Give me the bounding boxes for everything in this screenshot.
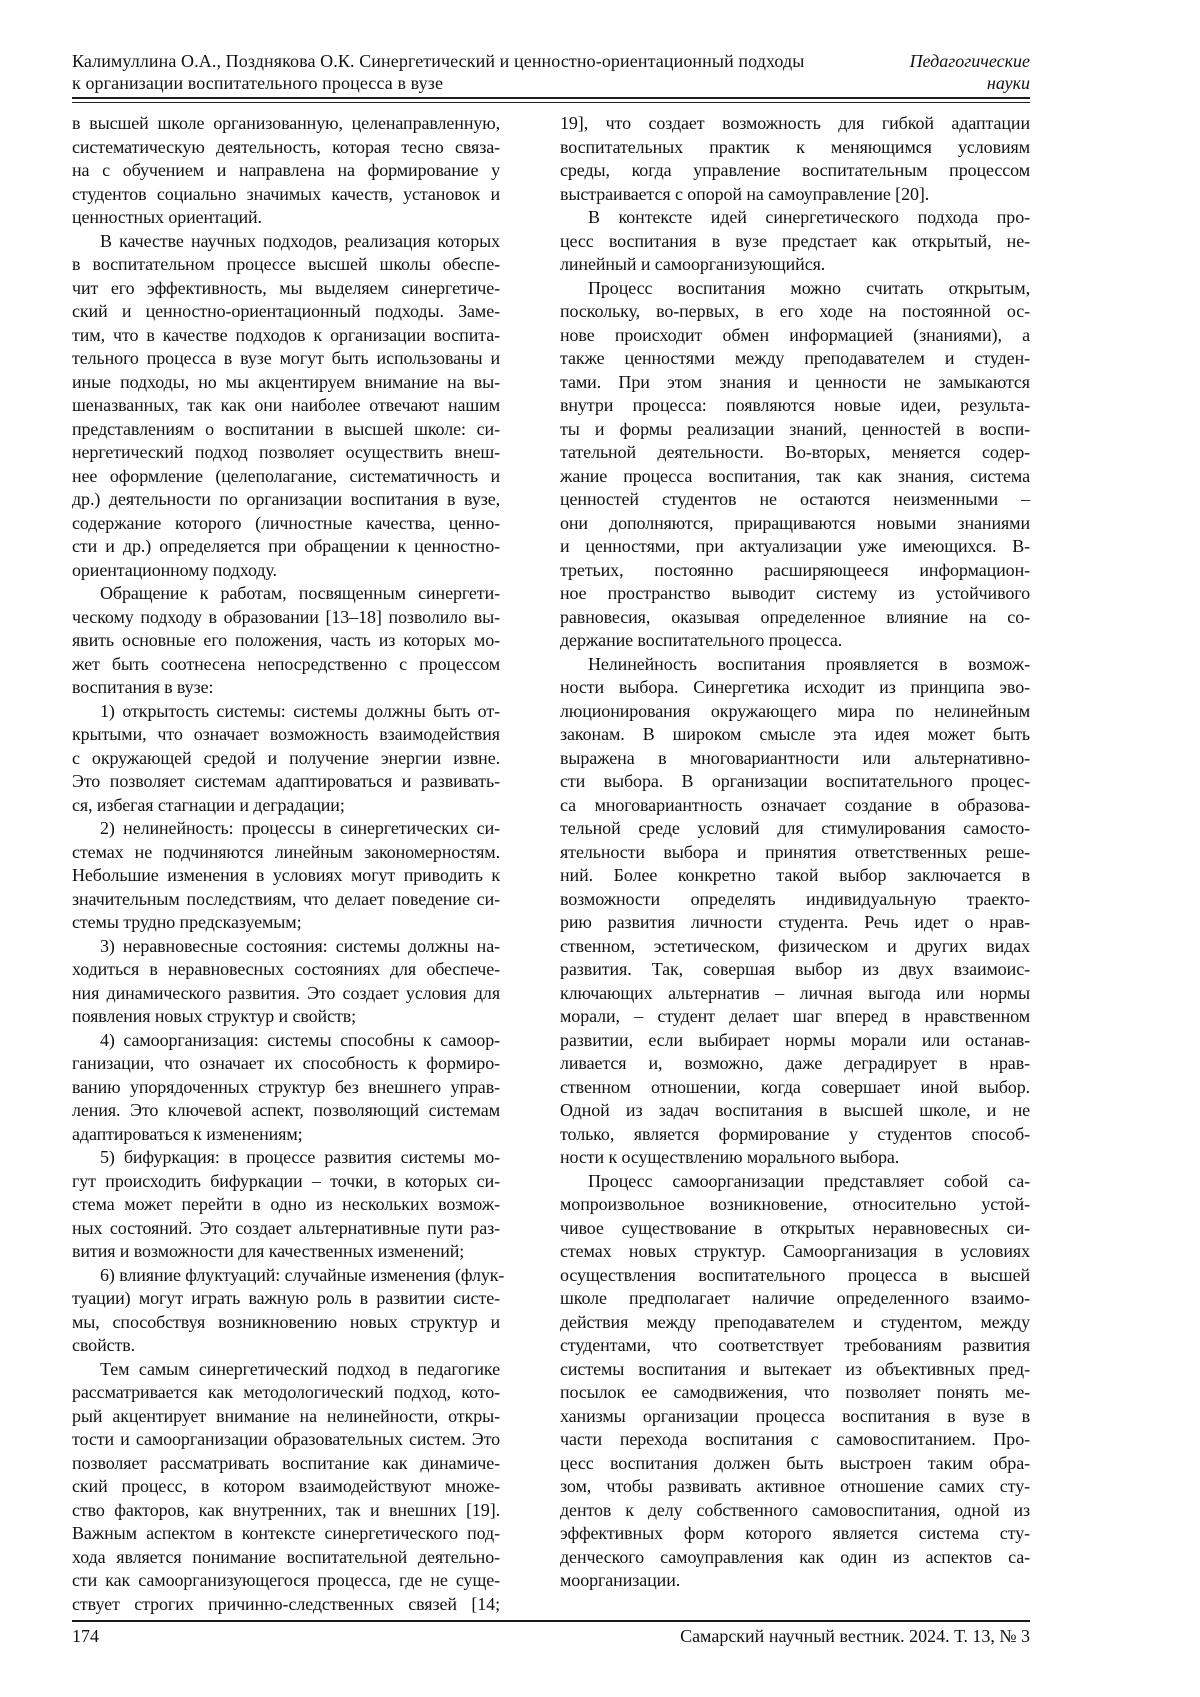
paragraph xyxy=(560,653,1030,1170)
paragraph xyxy=(72,230,500,583)
journal-reference: Самарский научный вестник. 2024. Т. 13, № 3 xyxy=(680,1626,1030,1646)
text-line: дентов к делу собственного самовоспитания, одной из xyxy=(560,1499,1030,1520)
paragraph xyxy=(72,1146,500,1264)
text-line: свойств. xyxy=(72,1335,136,1355)
footer-rule xyxy=(72,1620,1030,1622)
page-footer xyxy=(72,1624,1030,1648)
text-line: и ценностями, при актуализации уже имеющихся. В- xyxy=(560,536,1030,556)
text-line: мы, способствуя возникновению новых структур и xyxy=(72,1311,500,1332)
text-line: рию развития личности студента. Речь идет о нрав- xyxy=(560,912,1030,932)
text-line: системы воспитания и вытекает из объективных пред- xyxy=(560,1358,1030,1379)
text-line: 4) самоорганизация: системы способны к самоор- xyxy=(100,1029,500,1050)
text-line: ходиться в неравновесных состояниях для обеспече- xyxy=(72,959,500,979)
running-head xyxy=(72,50,804,94)
text-line: среды, когда управление воспитательным процессом xyxy=(560,160,1030,180)
text-line: 19], что создает возможность для гибкой адаптации xyxy=(560,113,1030,133)
paragraph xyxy=(72,700,500,818)
text-line: систематическую деятельность, которая тесно связа- xyxy=(72,136,500,157)
text-line: хода является понимание воспитательной деятельно- xyxy=(72,1546,500,1567)
text-line: 2) нелинейность: процессы в синергетических си- xyxy=(100,818,500,838)
text-line: ных состояний. Это создает альтернативные пути раз- xyxy=(72,1217,500,1238)
text-line: крытыми, что означает возможность взаимодействия xyxy=(72,724,500,744)
text-line: тим, что в качестве подходов к организации воспита- xyxy=(72,324,500,345)
column-left xyxy=(72,112,505,1618)
paragraph xyxy=(560,277,1030,653)
text-line: содержание которого (личностные качества, ценно- xyxy=(72,512,500,533)
text-line: в воспитательном процессе высшей школы обеспе- xyxy=(72,254,500,274)
text-line: эффективных форм которого является система сту- xyxy=(560,1523,1030,1543)
text-line: ное пространство выводит систему из устойчивого xyxy=(560,583,1030,603)
section-head-line1: Педагогические xyxy=(909,51,1030,71)
text-line: чивое существование в открытых неравновесных си- xyxy=(560,1217,1030,1238)
text-line: вития и возможности для качественных изменений; xyxy=(72,1241,465,1261)
text-line: рый акцентирует внимание на нелинейности, откры- xyxy=(72,1405,500,1426)
text-line: Это позволяет системам адаптироваться и развивать- xyxy=(72,771,500,791)
text-line: 6) влияние флуктуаций: случайные изменения (флук- xyxy=(100,1264,505,1285)
text-line: др.) деятельности по организации воспитания в вузе, xyxy=(72,489,500,509)
page-header xyxy=(72,50,1030,94)
text-line: адаптироваться к изменениям; xyxy=(72,1123,303,1144)
text-line: ханизмы организации процесса воспитания в вузе в xyxy=(560,1405,1030,1426)
paragraph xyxy=(560,112,1030,206)
text-line: ский и ценностно-ориентационный подходы. Заме- xyxy=(72,301,500,321)
text-line: воспитания в вузе: xyxy=(72,677,214,697)
text-line: тости и самоорганизации образовательных систем. Это xyxy=(72,1429,500,1449)
text-line: линейный и самоорганизующийся. xyxy=(560,254,826,274)
text-line: ся, избегая стагнации и деградации; xyxy=(72,794,345,815)
text-line: также ценностями между преподавателем и студен- xyxy=(560,348,1030,368)
text-line: явить основные его положения, часть из которых мо- xyxy=(72,630,500,650)
text-line: са многовариантность означает создание в образова- xyxy=(560,794,1030,815)
running-head-line1: Калимуллина О.А., Позднякова О.К. Синергетический и ценностно-ориентационный подходы xyxy=(72,51,805,71)
text-line: значительным последствиям, что делает поведение си- xyxy=(72,888,500,909)
text-line: Процесс самоорганизации представляет собой са- xyxy=(588,1170,1030,1191)
text-line: стемы трудно предсказуемым; xyxy=(72,912,302,932)
text-line: позволяет рассматривать воспитание как динамиче- xyxy=(72,1452,500,1473)
text-line: стема может перейти в одно из нескольких возмож- xyxy=(72,1194,500,1214)
text-line: цесс воспитания в вузе предстает как открытый, не- xyxy=(560,230,1030,251)
paragraph xyxy=(72,1264,505,1358)
text-line: ности выбора. Синергетика исходит из принципа эво- xyxy=(560,677,1030,697)
paragraph xyxy=(560,206,1030,277)
text-line: ценностей студентов не остаются неизменными – xyxy=(560,489,1030,509)
text-line: ганизации, что означает их способность к формиро- xyxy=(72,1053,500,1073)
text-line: развития. Так, совершая выбор из двух взаимоис- xyxy=(560,959,1030,979)
text-line: Тем самым синергетический подход в педагогике xyxy=(100,1358,500,1379)
paragraph xyxy=(72,1029,500,1147)
text-line: тами. При этом знания и ценности не замыкаются xyxy=(560,371,1030,392)
text-line: моорганизации. xyxy=(560,1570,681,1590)
paragraph xyxy=(72,1358,500,1617)
paragraph xyxy=(72,935,500,1029)
paragraph xyxy=(72,112,500,230)
text-line: жет быть соотнесена непосредственно с процессом xyxy=(72,653,500,674)
text-line: денческого самоуправления как один из аспектов са- xyxy=(560,1546,1030,1567)
text-line: жание процесса воспитания, так как знания, система xyxy=(560,465,1030,486)
text-line: Важным аспектом в контексте синергетического под- xyxy=(72,1523,500,1543)
text-line: тельной среде условий для стимулирования самосто- xyxy=(560,818,1030,838)
text-line: стемах новых структур. Самоорганизация в условиях xyxy=(560,1241,1030,1261)
text-line: ственном, эстетическом, физическом и других видах xyxy=(560,935,1030,956)
text-line: посылок ее самодвижения, что позволяет понять ме- xyxy=(560,1382,1030,1402)
section-head-line2: науки xyxy=(986,73,1030,93)
text-line: В контексте идей синергетического подхода про- xyxy=(588,207,1030,227)
text-line: представлениям о воспитании в высшей школе: си- xyxy=(72,418,500,439)
text-line: развитии, если выбирает нормы морали или останав- xyxy=(560,1029,1030,1050)
text-line: 1) открытость системы: системы должны быть от- xyxy=(100,700,500,721)
text-line: Нелинейность воспитания проявляется в возмож- xyxy=(588,653,1030,674)
text-line: 5) бифуркация: в процессе развития системы мо- xyxy=(100,1147,500,1167)
text-line: тательной деятельности. Во-вторых, меняется содер- xyxy=(560,442,1030,462)
text-line: ский процесс, в котором взаимодействуют множе- xyxy=(72,1476,500,1496)
text-line: возможности определять индивидуальную траекто- xyxy=(560,888,1030,909)
text-line: третьих, постоянно расширяющееся информацион- xyxy=(560,559,1030,580)
text-line: выстраивается с опорой на самоуправление [20]. xyxy=(560,183,930,204)
text-line: В качестве научных подходов, реализация которых xyxy=(100,230,500,251)
text-line: законам. В широком смысле эта идея может быть xyxy=(560,724,1030,744)
text-line: только, является формирование у студентов способ- xyxy=(560,1123,1030,1144)
text-line: Одной из задач воспитания в высшей школе, и не xyxy=(560,1100,1030,1120)
text-line: равновесия, оказывая определенное влияние на со- xyxy=(560,606,1030,627)
article-body xyxy=(72,112,1030,1618)
text-line: ключающих альтернатив – личная выгода или нормы xyxy=(560,982,1030,1003)
section-head xyxy=(910,50,1030,94)
text-line: выражена в многовариантности или альтернативно- xyxy=(560,747,1030,768)
text-line: студентов социально значимых качеств, установок и xyxy=(72,183,500,204)
paragraph xyxy=(72,817,500,935)
text-line: нее оформление (целеполагание, систематичность и xyxy=(72,465,500,486)
text-line: ценностных ориентаций. xyxy=(72,207,262,227)
text-line: ориентационному подходу. xyxy=(72,559,277,580)
text-line: нове происходит обмен информацией (знаниями), а xyxy=(560,324,1030,345)
text-line: появления новых структур и свойств; xyxy=(72,1006,357,1026)
column-right xyxy=(560,112,1030,1618)
text-line: поскольку, во-первых, в его ходе на постоянной ос- xyxy=(560,301,1030,321)
text-line: стемах не подчиняются линейным закономерностям. xyxy=(72,841,500,862)
text-line: ственном отношении, когда совершает иной выбор. xyxy=(560,1076,1030,1097)
text-line: люционирования окружающего мира по нелинейным xyxy=(560,700,1030,721)
text-line: воспитательных практик к меняющимся условиям xyxy=(560,136,1030,157)
text-line: студентами, что соответствует требованиям развития xyxy=(560,1335,1030,1355)
text-line: сти и др.) определяется при обращении к ценностно- xyxy=(72,536,500,556)
text-line: они дополняются, приращиваются новыми знаниями xyxy=(560,512,1030,533)
text-line: действия между преподавателем и студентом, между xyxy=(560,1311,1030,1332)
text-line: иные подходы, но мы акцентируем внимание на вы- xyxy=(72,371,500,392)
text-line: чит его эффективность, мы выделяем синергетиче- xyxy=(72,277,500,298)
text-line: туации) могут играть важную роль в развитии систе- xyxy=(72,1288,500,1308)
text-line: ствует строгих причинно-следственных связей [14; xyxy=(72,1593,500,1614)
page-number: 174 xyxy=(72,1626,99,1646)
text-line: рассматривается как методологический подход, кото- xyxy=(72,1382,500,1402)
text-line: осуществления воспитательного процесса в высшей xyxy=(560,1264,1030,1285)
running-head-line2: к организации воспитательного процесса в вузе xyxy=(72,73,444,93)
text-line: ты и формы реализации знаний, ценностей в воспи- xyxy=(560,418,1030,439)
text-line: с окружающей средой и получение энергии извне. xyxy=(72,747,500,768)
paragraph xyxy=(560,1170,1030,1593)
text-line: ливается и, возможно, даже деградирует в нрав- xyxy=(560,1053,1030,1073)
header-rule xyxy=(72,97,1030,103)
text-line: Обращение к работам, посвященным синергети- xyxy=(100,583,500,603)
text-line: морали, – студент делает шаг вперед в нравственном xyxy=(560,1006,1030,1026)
text-line: Процесс воспитания можно считать открытым, xyxy=(588,277,1030,298)
text-line: ности к осуществлению морального выбора. xyxy=(560,1147,900,1167)
text-line: ятельности выбора и принятия ответственных реше- xyxy=(560,841,1030,862)
text-line: ний. Более конкретно такой выбор заключается в xyxy=(560,865,1030,885)
text-line: на с обучением и направлена на формирование у xyxy=(72,160,500,180)
text-line: части перехода воспитания с самовоспитанием. Про- xyxy=(560,1429,1030,1449)
text-line: зом, чтобы развивать активное отношение самих сту- xyxy=(560,1476,1030,1496)
text-line: ния динамического развития. Это создает условия для xyxy=(72,982,500,1003)
text-line: сти как самоорганизующегося процесса, где не суще- xyxy=(72,1570,500,1590)
text-line: мопроизвольное возникновение, относительно устой- xyxy=(560,1194,1030,1214)
text-line: тельного процесса в вузе могут быть использованы и xyxy=(72,348,500,368)
text-line: гут происходить бифуркации – точки, в которых си- xyxy=(72,1170,500,1191)
text-line: цесс воспитания должен быть выстроен таким обра- xyxy=(560,1452,1030,1473)
text-line: 3) неравновесные состояния: системы должны на- xyxy=(100,935,500,956)
text-line: школе предполагает наличие определенного взаимо- xyxy=(560,1288,1030,1308)
text-line: Небольшие изменения в условиях могут приводить к xyxy=(72,865,500,885)
text-line: ческому подходу в образовании [13–18] позволило вы- xyxy=(72,606,500,627)
text-line: шеназванных, так как они наиболее отвечают нашим xyxy=(72,395,500,415)
paragraph xyxy=(72,582,500,700)
text-line: ство факторов, как внутренних, так и внешних [19]. xyxy=(72,1499,500,1520)
text-line: ления. Это ключевой аспект, позволяющий системам xyxy=(72,1100,500,1120)
text-line: сти выбора. В организации воспитательного процес- xyxy=(560,771,1030,791)
text-line: держание воспитательного процесса. xyxy=(560,630,843,650)
text-line: ванию упорядоченных структур без внешнего управ- xyxy=(72,1076,500,1097)
text-line: в высшей школе организованную, целенаправленную, xyxy=(72,113,500,133)
text-line: внутри процесса: появляются новые идеи, результа- xyxy=(560,395,1030,415)
text-line: нергетический подход позволяет осуществить внеш- xyxy=(72,442,500,462)
